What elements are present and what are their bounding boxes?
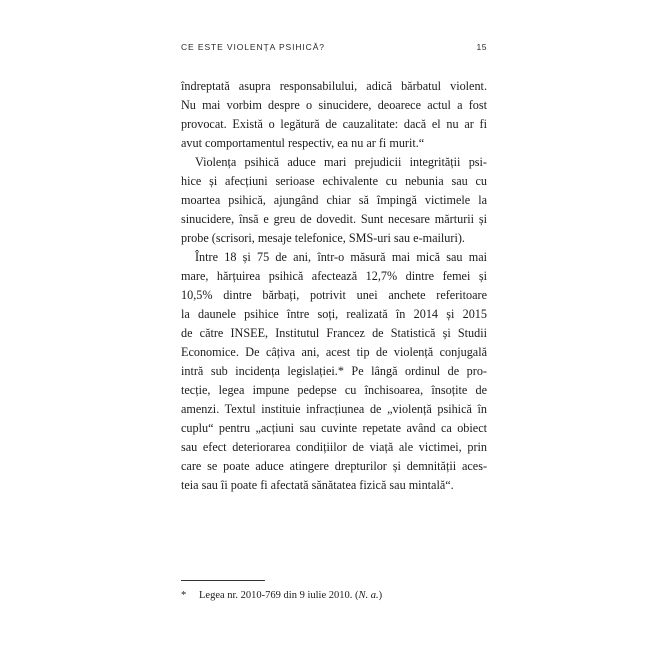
text-line: Violența psihică aduce mari prejudicii integrității psi- <box>195 155 487 169</box>
footnote-rule <box>181 580 265 581</box>
page-number: 15 <box>476 42 487 52</box>
footnote-abbrev: N. a. <box>358 590 379 601</box>
text-line: 10,5% dintre bărbați, potrivit unei anchete referitoare <box>181 288 487 302</box>
footnote-marker: * <box>181 590 187 601</box>
text-line: intră sub incidența legislației.* Pe lângă ordinul de pro- <box>181 364 487 378</box>
text-line: care se poate aduce atingere drepturilor și demnității aces- <box>181 459 487 473</box>
running-title: CE ESTE VIOLENȚA PSIHICĂ? <box>181 42 325 52</box>
text-line: Economice. De câțiva ani, acest tip de violență conjugală <box>181 345 487 359</box>
text-line: moartea psihică, ajungând chiar să împingă victimele la <box>181 193 487 207</box>
text-line: teia sau îi poate fi afectată sănătatea fizică sau mintală“. <box>181 478 454 492</box>
footnote <box>181 590 487 601</box>
text-line: tecție, legea impune pedepse cu închisoarea, însoțite de <box>181 383 487 397</box>
footnote-text: Legea nr. 2010-769 din 9 iulie 2010. ( <box>199 590 359 601</box>
text-line: sau efect deteriorarea condițiilor de viață ale victimei, prin <box>181 440 487 454</box>
text-line: provocat. Există o legătură de cauzalitate: dacă el nu ar fi <box>181 117 487 131</box>
text-line: îndreptată asupra responsabilului, adică bărbatul violent. <box>181 79 487 93</box>
text-line: hice și afecțiuni serioase echivalente cu nebunia sau cu <box>181 174 487 188</box>
text-line: probe (scrisori, mesaje telefonice, SMS-uri sau e-mailuri). <box>181 231 465 245</box>
text-line: de către INSEE, Institutul Francez de Statistică și Studii <box>181 326 487 340</box>
text-line: Între 18 și 75 de ani, într-o măsură mai mică sau mai <box>195 250 487 264</box>
text-line: avut comportamentul respectiv, ea nu ar fi murit.“ <box>181 136 425 150</box>
text-line: cuplu“ pentru „acțiuni sau cuvinte repetate având ca obiect <box>181 421 487 435</box>
text-line: sinucidere, însă e greu de dovedit. Sunt necesare mărturii și <box>181 212 487 226</box>
footnote-close: ) <box>378 590 383 601</box>
text-line: amenzi. Textul instituie infracțiunea de „violență psihică în <box>181 402 487 416</box>
text-line: mare, hărțuirea psihică afectează 12,7% dintre femei și <box>181 269 487 283</box>
body-text <box>181 77 487 495</box>
text-line: Nu mai vorbim despre o sinucidere, deoarece actul a fost <box>181 98 487 112</box>
text-line: la daunele psihice între soți, realizată în 2014 și 2015 <box>181 307 487 321</box>
